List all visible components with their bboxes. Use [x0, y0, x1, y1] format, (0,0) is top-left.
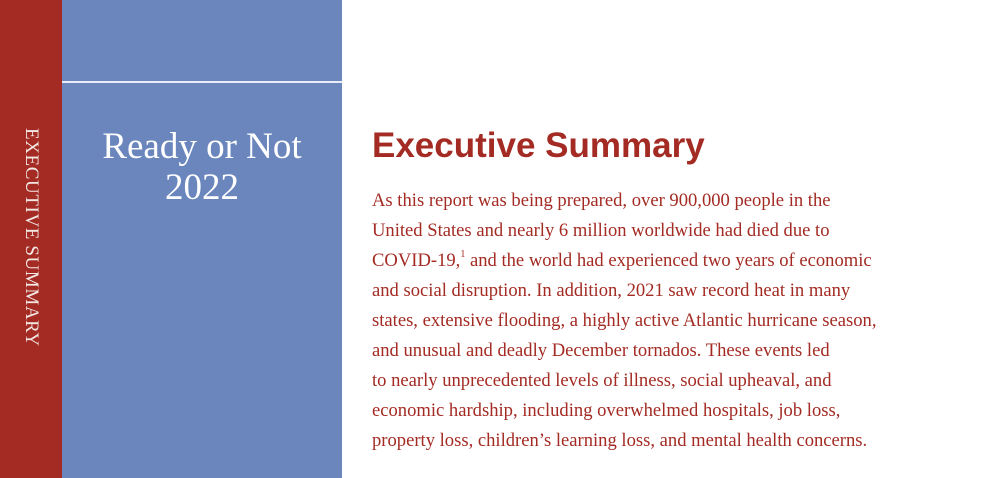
paragraph-line: property loss, children’s learning loss, and mental health concerns. — [372, 430, 868, 451]
section-heading: Executive Summary — [372, 126, 705, 165]
paragraph-line-text: COVID-19, — [372, 250, 461, 271]
paragraph-line: economic hardship, including overwhelmed hospitals, job loss, — [372, 400, 841, 421]
paragraph-line-text: and the world had experienced two years of economic — [465, 250, 872, 271]
panel-divider-line — [62, 81, 342, 83]
paragraph-line — [372, 246, 982, 276]
paragraph-line: United States and nearly 6 million worldwide had died due to — [372, 220, 830, 241]
summary-paragraph — [372, 186, 982, 456]
paragraph-line: states, extensive flooding, a highly active Atlantic hurricane season, — [372, 310, 877, 331]
paragraph-line: and unusual and deadly December tornados. These events led — [372, 340, 830, 361]
footnote-marker[interactable]: 1 — [460, 249, 466, 260]
report-title — [62, 126, 342, 208]
paragraph-line: and social disruption. In addition, 2021 saw record heat in many — [372, 280, 851, 301]
report-title-line-2: 2022 — [165, 167, 239, 208]
report-title-line-1: Ready or Not — [102, 126, 302, 167]
paragraph-line: As this report was being prepared, over 900,000 people in the — [372, 190, 831, 211]
blue-title-panel — [62, 0, 342, 478]
vertical-section-label: EXECUTIVE SUMMARY — [21, 128, 42, 347]
paragraph-line: to nearly unprecedented levels of illness, social upheaval, and — [372, 370, 832, 391]
side-label-container — [18, 128, 44, 368]
main-content — [372, 124, 982, 456]
